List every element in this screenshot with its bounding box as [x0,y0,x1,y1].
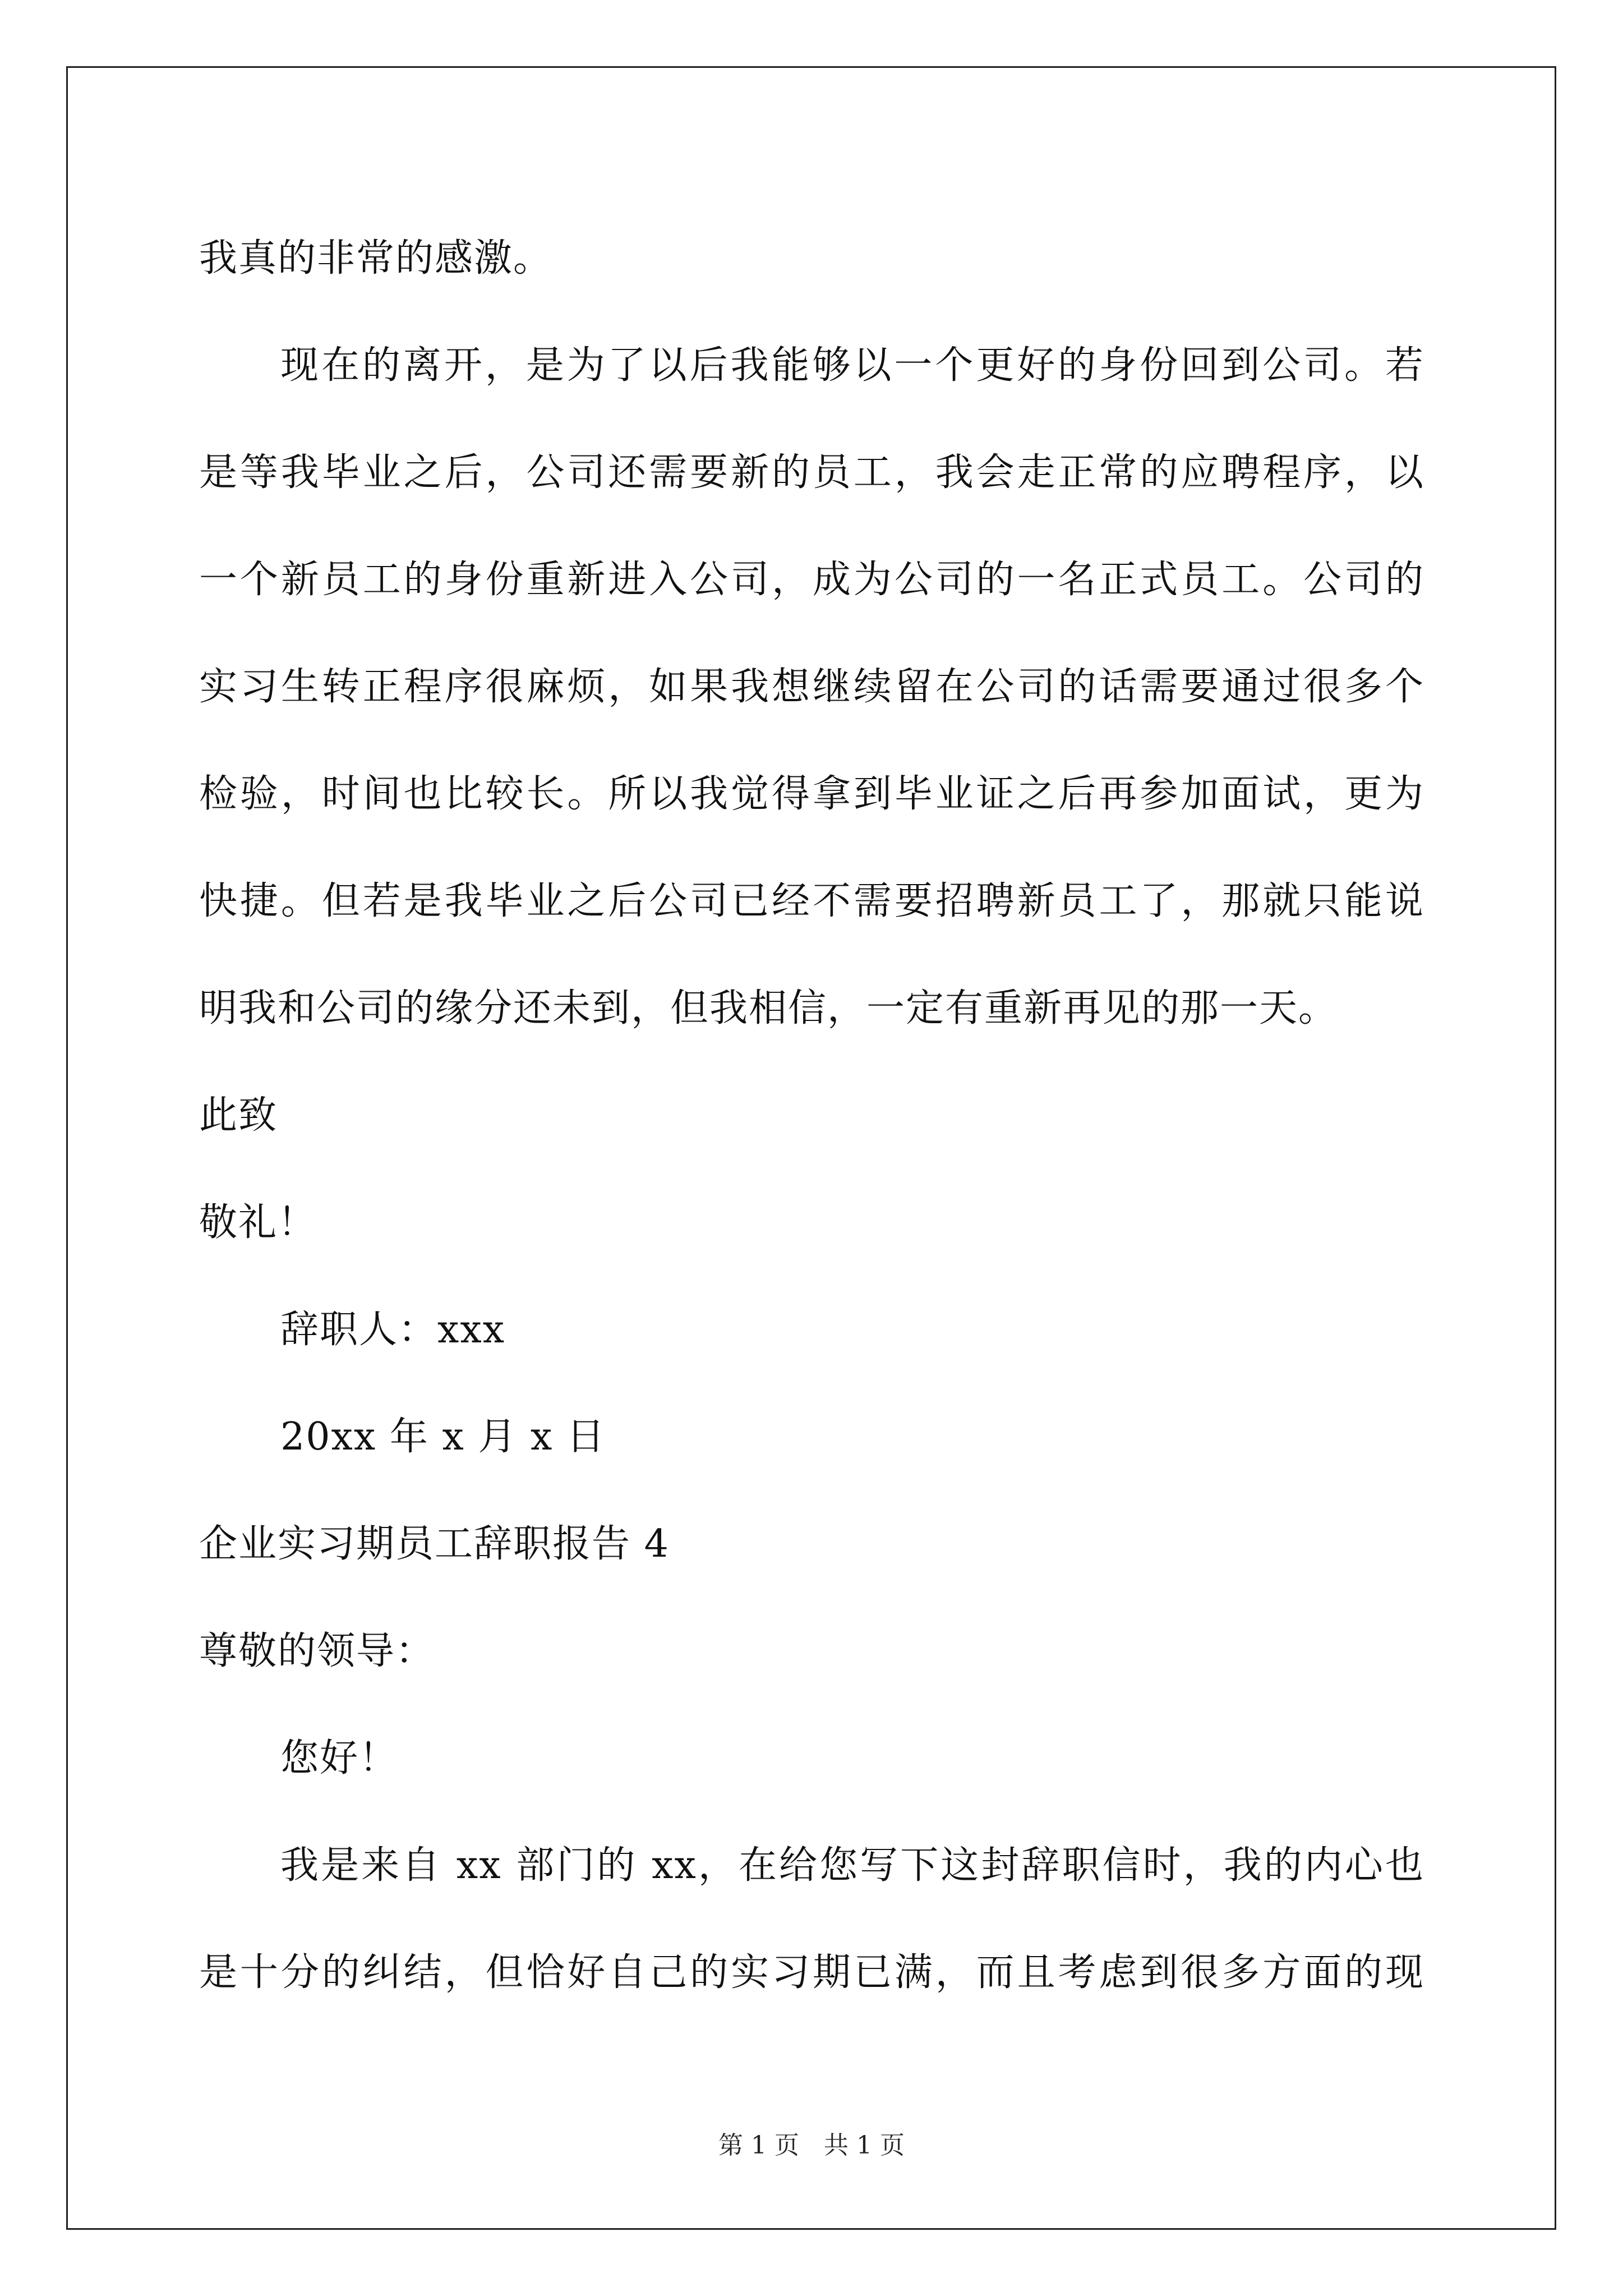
page-footer: 第 1 页 共 1 页 [718,2131,905,2160]
paragraph-line: 我真的非常的感激。 [199,236,553,280]
paragraph-line: 明我和公司的缘分还未到，但我相信，一定有重新再见的那一天。 [199,986,1338,1030]
paragraph-line: 是等我毕业之后，公司还需要新的员工，我会走正常的应聘程序，以 [199,450,1424,495]
date-line: 20xx 年 x 月 x 日 [280,1415,606,1459]
greeting-line: 您好！ [280,1736,399,1780]
paragraph-line: 我是来自 xx 部门的 xx，在给您写下这封辞职信时，我的内心也 [280,1843,1424,1888]
signature-line: 辞职人：xxx [280,1308,506,1352]
paragraph-line: 检验，时间也比较长。所以我觉得拿到毕业证之后再参加面试，更为 [199,772,1424,816]
paragraph-line: 实习生转正程序很麻烦，如果我想继续留在公司的话需要通过很多个 [199,665,1424,709]
section-title: 企业实习期员工辞职报告 4 [199,1522,670,1566]
salutation-line: 敬礼！ [199,1200,317,1245]
closing-line: 此致 [199,1093,278,1138]
paragraph-line: 现在的离开，是为了以后我能够以一个更好的身份回到公司。若 [280,343,1424,388]
greeting-line: 尊敬的领导： [199,1629,435,1673]
paragraph-line: 是十分的纠结，但恰好自己的实习期已满，而且考虑到很多方面的现 [199,1950,1424,1995]
paragraph-line: 快捷。但若是我毕业之后公司已经不需要招聘新员工了，那就只能说 [199,879,1424,923]
paragraph-line: 一个新员工的身份重新进入公司，成为公司的一名正式员工。公司的 [199,558,1424,602]
document-body [199,205,1424,2026]
